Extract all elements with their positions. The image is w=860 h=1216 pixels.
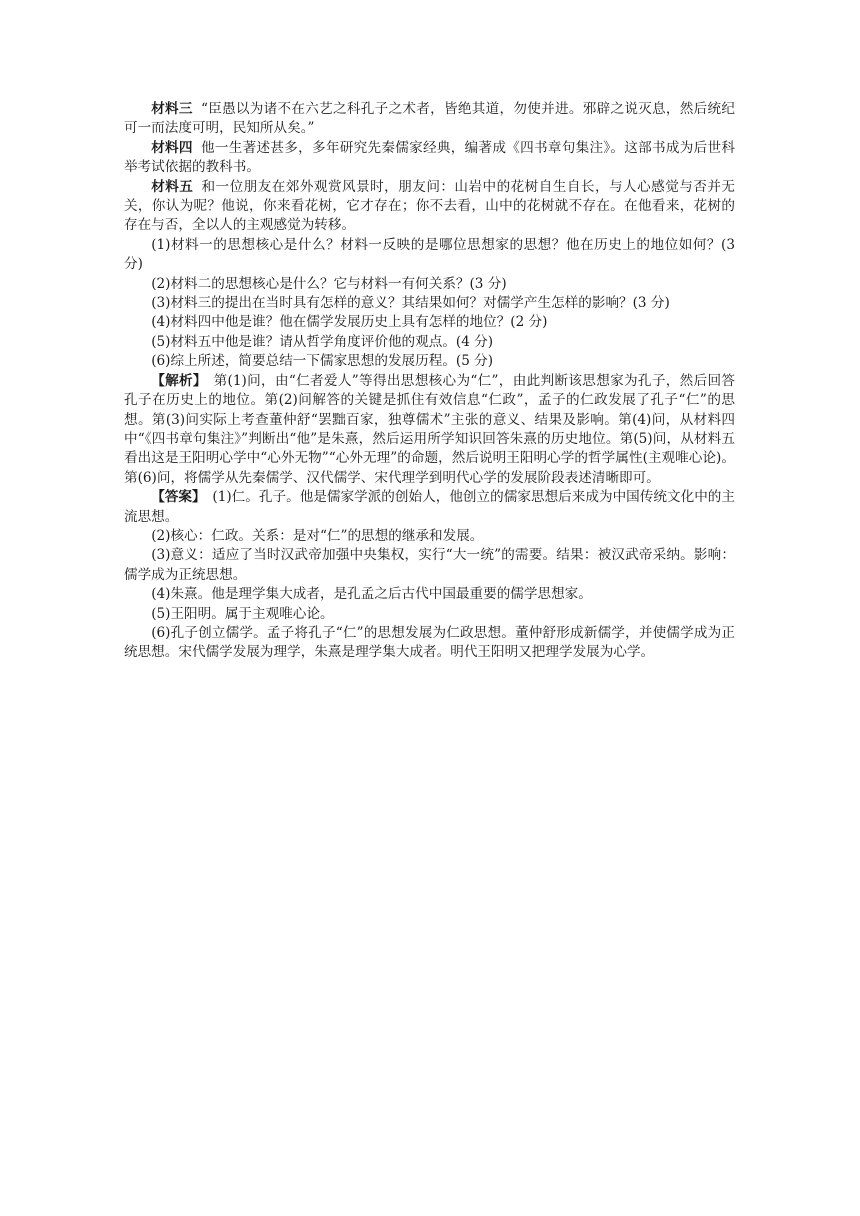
analysis-text: 第(1)问，由“仁者爱人”等得出思想核心为“仁”，由此判断该思想家为孔子，然后回答孔子在历史上的地位。第(2)问解答的关键是抓住有效信息“仁政”，孟子的仁政发展了孔子“仁”的思想。第(3)问实际上考查董仲舒“罢黜百家，独尊儒术”主张的意义、结果及影响。第(4)问，从材料四中“《四书章句集注》”判断出“他”是朱熹，然后运用所学知识回答朱熹的历史地位。第(5)问，从材料五看出这是王阳明心学中“心外无物”“心外无理”的命题，然后说明王阳明心学的哲学属性(主观唯心论)。第(6)问，将儒学从先秦儒学、汉代儒学、宋代理学到明代心学的发展阶段表述清晰即可。 [124, 372, 735, 486]
answer-item: (2)核心：仁政。关系：是对“仁”的思想的继承和发展。 [151, 527, 484, 544]
question-4: (4)材料四中他是谁？他在儒学发展历史上具有怎样的地位？(2 分) [151, 314, 548, 331]
answer-section [124, 488, 735, 527]
answer-item: (1)仁。孔子。他是儒家学派的创始人，他创立的儒家思想后来成为中国传统文化中的主流思想。 [124, 489, 735, 525]
material-three [124, 100, 735, 139]
material-label: 材料五 [151, 178, 194, 195]
material-text: “臣愚以为诸不在六艺之科孔子之术者，皆绝其道，勿使并进。邪辟之说灭息，然后统纪可一而法度可明，民知所从矣。” [124, 101, 736, 137]
question-1: (1)材料一的思想核心是什么？材料一反映的是哪位思想家的思想？他在历史上的地位如何？(3 分) [124, 236, 735, 273]
material-text: 和一位朋友在郊外观赏风景时，朋友问：山岩中的花树自生自长，与人心感觉与否并无关，你认为呢？他说，你来看花树，它才存在；你不去看，山中的花树就不存在。在他看来，花树的存在与否，全以人的主观感觉为转移。 [124, 178, 735, 234]
document-page [124, 100, 735, 663]
material-five [124, 178, 735, 236]
answer-item: (5)王阳明。属于主观唯心论。 [151, 605, 334, 622]
question-6: (6)综上所述，简要总结一下儒家思想的发展历程。(5 分) [151, 353, 494, 370]
answer-label: 【答案】 [151, 489, 206, 506]
material-label: 材料三 [151, 101, 193, 117]
answer-item: (6)孔子创立儒学。孟子将孔子“仁”的思想发展为仁政思想。董仲舒形成新儒学，并使儒学成为正统思想。宋代儒学发展为理学，朱熹是理学集大成者。明代王阳明又把理学发展为心学。 [124, 624, 735, 661]
analysis-section [124, 372, 735, 488]
material-label: 材料四 [151, 139, 193, 156]
question-5: (5)材料五中他是谁？请从哲学角度评价他的观点。(4 分) [151, 333, 494, 350]
material-four [124, 139, 735, 178]
analysis-label: 【解析】 [151, 372, 207, 389]
question-2: (2)材料二的思想核心是什么？它与材料一有何关系？(3 分) [151, 275, 507, 292]
answer-item: (3)意义：适应了当时汉武帝加强中央集权，实行“大一统”的需要。结果：被汉武帝采纳。影响：儒学成为正统思想。 [124, 547, 735, 583]
question-3: (3)材料三的提出在当时具有怎样的意义？其结果如何？对儒学产生怎样的影响？(3 分) [151, 295, 670, 312]
answer-item: (4)朱熹。他是理学集大成者，是孔孟之后古代中国最重要的儒学思想家。 [151, 586, 592, 603]
material-text: 他一生著述甚多，多年研究先秦儒家经典，编著成《四书章句集注》。这部书成为后世科举考试依据的教科书。 [124, 139, 735, 176]
